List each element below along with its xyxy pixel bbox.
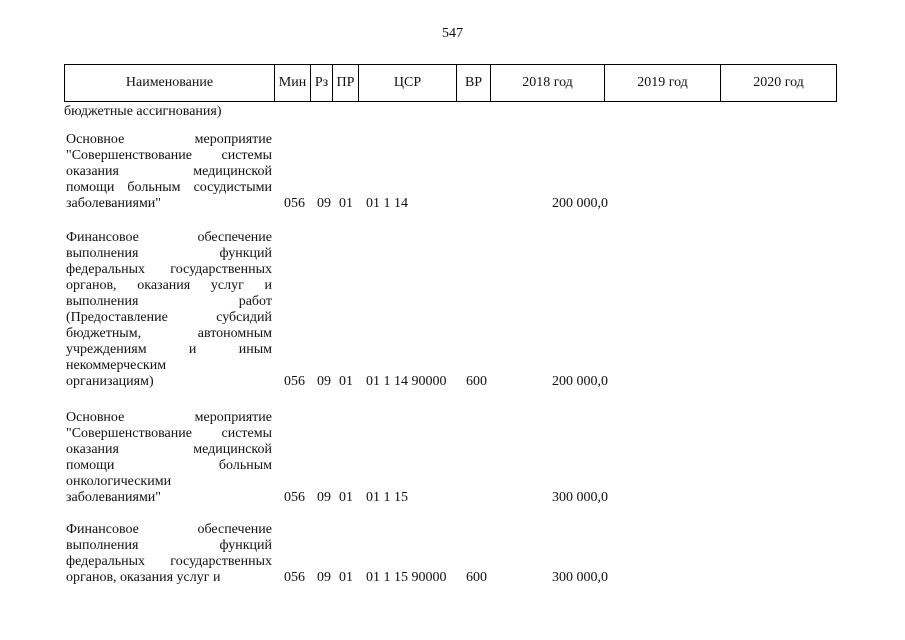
row-name-line: Основное мероприятие <box>66 132 272 147</box>
row-name-line: оказания медицинской <box>66 442 272 457</box>
row-name-line: учреждениям и иным <box>66 342 272 357</box>
row-name-line: Финансовое обеспечение <box>66 522 272 537</box>
table-row <box>64 410 608 506</box>
col-header-2020: 2020 год <box>721 65 837 102</box>
row-amount-2018: 200 000,0 <box>552 196 608 211</box>
row-name-line: "Совершенствование системы <box>66 148 272 163</box>
table-row <box>64 132 608 212</box>
page-number: 547 <box>442 26 463 41</box>
row-name <box>66 132 272 212</box>
row-name-line: федеральных государственных <box>66 554 272 569</box>
row-csr: 01 1 15 <box>366 490 408 505</box>
row-name-line: помощи больным сосудистыми <box>66 180 272 195</box>
row-name-line: "Совершенствование системы <box>66 426 272 441</box>
row-name <box>66 410 272 506</box>
row-name-line: заболеваниями" <box>66 196 162 211</box>
table-row <box>64 522 608 586</box>
row-name <box>66 522 272 586</box>
row-pr: 01 <box>339 374 353 389</box>
row-pr: 01 <box>339 570 353 585</box>
row-name <box>66 230 272 390</box>
col-header-min: Мин <box>275 65 311 102</box>
row-name-line: организациям) <box>66 374 154 389</box>
row-csr: 01 1 14 <box>366 196 408 211</box>
row-name-line: органов, оказания услуг и <box>66 570 221 585</box>
col-header-rz: Рз <box>311 65 333 102</box>
row-name-line: Финансовое обеспечение <box>66 230 272 245</box>
row-min: 056 <box>284 490 305 505</box>
row-name-line: заболеваниями" <box>66 490 162 505</box>
row-name-line: некоммерческим <box>66 358 167 373</box>
col-header-csr: ЦСР <box>359 65 457 102</box>
row-name-line: Основное мероприятие <box>66 410 272 425</box>
table-header <box>64 64 837 102</box>
continuation-text: бюджетные ассигнования) <box>64 104 222 119</box>
col-header-name: Наименование <box>65 65 275 102</box>
row-pr: 01 <box>339 490 353 505</box>
row-rz: 09 <box>317 490 331 505</box>
row-name-line: бюджетным, автономным <box>66 326 272 341</box>
row-pr: 01 <box>339 196 353 211</box>
row-min: 056 <box>284 374 305 389</box>
col-header-2019: 2019 год <box>605 65 721 102</box>
col-header-2018: 2018 год <box>491 65 605 102</box>
row-amount-2018: 300 000,0 <box>552 490 608 505</box>
row-amount-2018: 200 000,0 <box>552 374 608 389</box>
row-min: 056 <box>284 196 305 211</box>
row-name-line: помощи больным <box>66 458 272 473</box>
row-vr: 600 <box>466 374 487 389</box>
row-rz: 09 <box>317 374 331 389</box>
table-row <box>64 230 608 390</box>
row-name-line: выполнения работ <box>66 294 272 309</box>
col-header-vr: ВР <box>457 65 491 102</box>
row-vr: 600 <box>466 570 487 585</box>
row-name-line: выполнения функций <box>66 246 272 261</box>
row-csr: 01 1 15 90000 <box>366 570 447 585</box>
row-min: 056 <box>284 570 305 585</box>
row-name-line: оказания медицинской <box>66 164 272 179</box>
row-rz: 09 <box>317 570 331 585</box>
row-name-line: онкологическими <box>66 474 172 489</box>
col-header-pr: ПР <box>333 65 359 102</box>
row-name-line: выполнения функций <box>66 538 272 553</box>
row-name-line: органов, оказания услуг и <box>66 278 272 293</box>
row-rz: 09 <box>317 196 331 211</box>
row-name-line: (Предоставление субсидий <box>66 310 272 325</box>
row-amount-2018: 300 000,0 <box>552 570 608 585</box>
row-csr: 01 1 14 90000 <box>366 374 447 389</box>
row-name-line: федеральных государственных <box>66 262 272 277</box>
